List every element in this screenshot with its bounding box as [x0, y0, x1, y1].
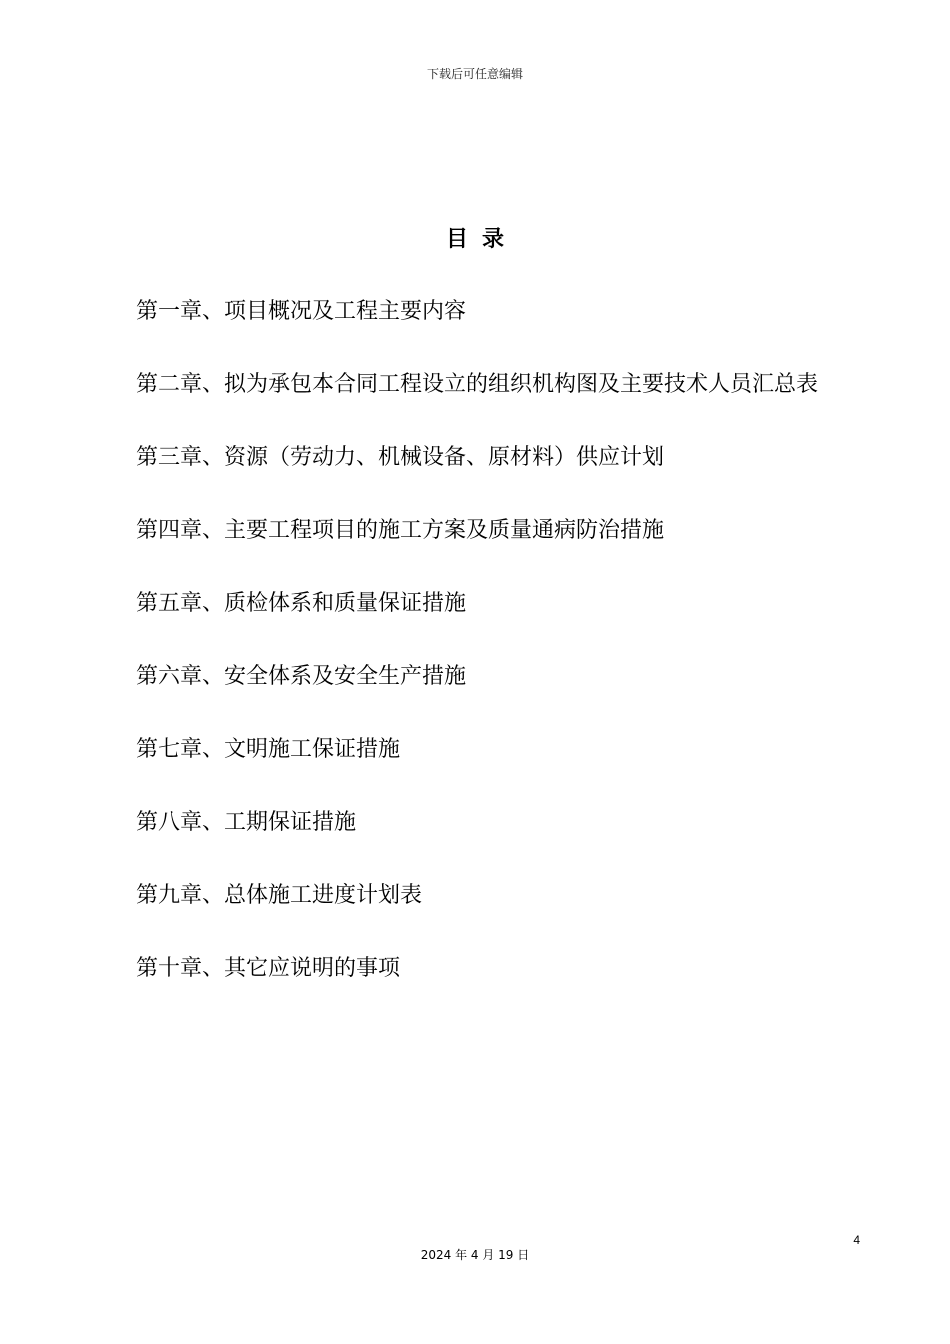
page-number: 4 [853, 1233, 860, 1247]
toc-item-chapter-2: 第二章、拟为承包本合同工程设立的组织机构图及主要技术人员汇总表 [136, 372, 819, 397]
footer-date: 2024 年 4 月 19 日 [420, 1248, 530, 1262]
toc-item-chapter-3: 第三章、资源（劳动力、机械设备、原材料）供应计划 [136, 445, 665, 470]
table-of-contents [136, 294, 926, 1024]
toc-title: 目录 [445, 227, 518, 252]
toc-item-chapter-4: 第四章、主要工程项目的施工方案及质量通病防治措施 [136, 518, 665, 543]
toc-item-chapter-1: 第一章、项目概况及工程主要内容 [136, 299, 467, 324]
toc-item-chapter-10: 第十章、其它应说明的事项 [136, 956, 401, 981]
toc-item-chapter-8: 第八章、工期保证措施 [136, 810, 357, 835]
toc-item-chapter-5: 第五章、质检体系和质量保证措施 [136, 591, 467, 616]
toc-item-chapter-9: 第九章、总体施工进度计划表 [136, 883, 423, 908]
toc-item-chapter-7: 第七章、文明施工保证措施 [136, 737, 401, 762]
page-header: 下载后可任意编辑 [426, 67, 523, 81]
toc-item-chapter-6: 第六章、安全体系及安全生产措施 [136, 664, 467, 689]
